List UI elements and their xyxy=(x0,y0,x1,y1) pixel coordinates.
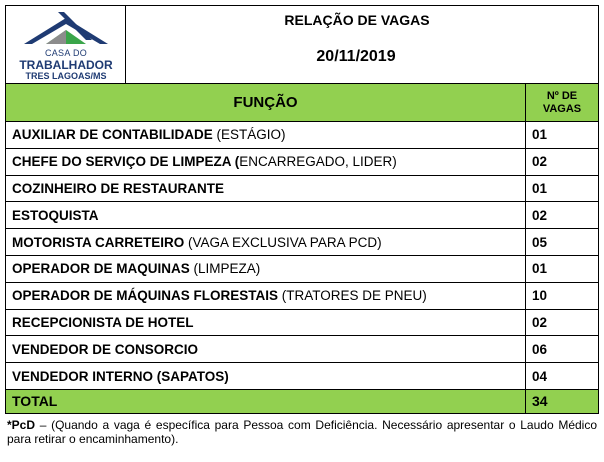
job-title: MOTORISTA CARRETEIRO xyxy=(12,234,189,250)
job-function xyxy=(6,148,526,175)
header-row xyxy=(6,6,599,84)
column-header-row xyxy=(6,84,599,122)
footnote-text: – (Quando a vaga é específica para Pessoa com Deficiência. Necessário apresentar o Laudo Médico para retirar o encaminhamento). xyxy=(7,417,597,446)
column-header-quantity-line1: Nº DE xyxy=(546,89,578,102)
vacancy-table xyxy=(5,5,599,414)
table-row xyxy=(6,148,599,175)
job-quantity: 02 xyxy=(526,202,599,229)
table-row xyxy=(6,336,599,363)
job-quantity: 04 xyxy=(526,363,599,390)
table-row xyxy=(6,122,599,149)
logo-line-3: TRES LAGOAS/MS xyxy=(25,71,107,81)
job-function xyxy=(6,202,526,229)
job-detail: ENCARREGADO, LIDER) xyxy=(239,154,397,170)
footnote-term: *PcD xyxy=(7,417,36,432)
job-function xyxy=(6,122,526,149)
job-title: AUXILIAR DE CONTABILIDADE xyxy=(12,127,217,143)
job-detail: (LIMPEZA) xyxy=(193,261,261,277)
casa-do-trabalhador-logo xyxy=(6,6,126,83)
logo-line-1: CASA DO xyxy=(44,48,88,58)
job-quantity: 10 xyxy=(526,282,599,309)
job-function xyxy=(6,229,526,256)
vacancy-rows xyxy=(6,122,599,390)
total-quantity: 34 xyxy=(526,389,599,413)
job-quantity: 01 xyxy=(526,122,599,149)
job-title: OPERADOR DE MAQUINAS xyxy=(12,261,194,277)
job-function xyxy=(6,175,526,202)
column-header-quantity xyxy=(526,84,599,122)
job-detail: (ESTÁGIO) xyxy=(216,127,286,143)
table-row xyxy=(6,255,599,282)
job-function xyxy=(6,336,526,363)
total-row xyxy=(6,389,599,413)
logo-line-2: TRABALHADOR xyxy=(19,58,113,72)
job-quantity: 02 xyxy=(526,148,599,175)
job-title: COZINHEIRO DE RESTAURANTE xyxy=(12,180,225,196)
page-date: 20/11/2019 xyxy=(316,48,396,65)
job-quantity: 02 xyxy=(526,309,599,336)
table-row xyxy=(6,309,599,336)
job-title: CHEFE DO SERVIÇO DE LIMPEZA ( xyxy=(12,154,240,170)
job-function xyxy=(6,255,526,282)
title-cell xyxy=(126,6,599,84)
job-function xyxy=(6,363,526,390)
job-quantity: 01 xyxy=(526,175,599,202)
job-quantity: 06 xyxy=(526,336,599,363)
column-header-quantity-line2: VAGAS xyxy=(542,102,582,115)
table-row xyxy=(6,363,599,390)
table-row xyxy=(6,282,599,309)
column-header-function: FUNÇÃO xyxy=(6,84,526,122)
job-title: VENDEDOR DE CONSORCIO xyxy=(12,341,199,357)
table-row xyxy=(6,202,599,229)
job-detail: (TRATORES DE PNEU) xyxy=(281,288,427,304)
table-row xyxy=(6,229,599,256)
logo-cell xyxy=(6,6,126,84)
table-row xyxy=(6,175,599,202)
job-title: ESTOQUISTA xyxy=(12,207,99,223)
job-title: VENDEDOR INTERNO (SAPATOS) xyxy=(12,368,229,384)
job-title: OPERADOR DE MÁQUINAS FLORESTAIS xyxy=(12,288,282,304)
job-detail: (VAGA EXCLUSIVA PARA PCD) xyxy=(188,234,382,250)
job-function xyxy=(6,282,526,309)
logo-roof-icon xyxy=(6,6,126,51)
total-label: TOTAL xyxy=(6,389,526,413)
job-quantity: 05 xyxy=(526,229,599,256)
page-title: RELAÇÃO DE VAGAS xyxy=(284,12,430,28)
job-title: RECEPCIONISTA DE HOTEL xyxy=(12,314,194,330)
job-function xyxy=(6,309,526,336)
job-quantity: 01 xyxy=(526,255,599,282)
footnote xyxy=(5,418,597,446)
vacancy-sheet xyxy=(5,5,598,446)
